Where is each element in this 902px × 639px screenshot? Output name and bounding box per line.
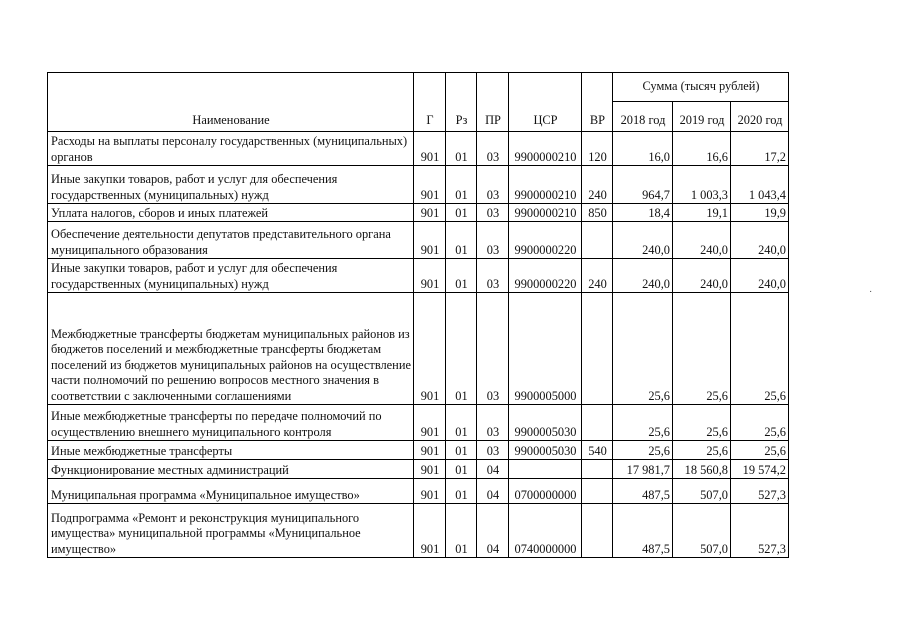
cell-csr: 0700000000 xyxy=(509,479,582,504)
cell-pr: 04 xyxy=(477,460,509,479)
cell-pr: 03 xyxy=(477,166,509,204)
cell-csr: 0740000000 xyxy=(509,504,582,558)
cell-name: Межбюджетные трансферты бюджетам муниципальных районов из бюджетов поселений и межбюджетные трансферты бюджетам поселений из бюджетов муниципальных районов на осуществление части полномочий по решению вопросов местного значения в соответствии с заключенными соглашениями xyxy=(48,293,414,405)
cell-name: Иные закупки товаров, работ и услуг для обеспечения государственных (муниципальных) нужд xyxy=(48,259,414,293)
cell-rz: 01 xyxy=(446,405,477,441)
cell-g: 901 xyxy=(414,405,446,441)
table-row xyxy=(48,460,789,479)
cell-rz: 01 xyxy=(446,504,477,558)
table-row xyxy=(48,259,789,293)
cell-2019: 240,0 xyxy=(673,222,731,259)
cell-2019: 1 003,3 xyxy=(673,166,731,204)
cell-g: 901 xyxy=(414,204,446,222)
cell-vr xyxy=(582,405,613,441)
cell-name: Иные межбюджетные трансферты по передаче полномочий по осуществлению внешнего муниципального контроля xyxy=(48,405,414,441)
table-row xyxy=(48,441,789,460)
cell-pr: 03 xyxy=(477,204,509,222)
cell-rz: 01 xyxy=(446,222,477,259)
cell-name: Муниципальная программа «Муниципальное имущество» xyxy=(48,479,414,504)
cell-2018: 25,6 xyxy=(613,405,673,441)
cell-vr xyxy=(582,460,613,479)
cell-2020: 527,3 xyxy=(731,504,789,558)
cell-rz: 01 xyxy=(446,204,477,222)
cell-2019: 240,0 xyxy=(673,259,731,293)
cell-2018: 25,6 xyxy=(613,293,673,405)
cell-vr: 540 xyxy=(582,441,613,460)
cell-csr: 9900005030 xyxy=(509,405,582,441)
cell-2020: 1 043,4 xyxy=(731,166,789,204)
header-2020: 2020 год xyxy=(731,102,789,132)
cell-rz: 01 xyxy=(446,293,477,405)
cell-csr: 9900000210 xyxy=(509,166,582,204)
cell-csr xyxy=(509,460,582,479)
header-2018: 2018 год xyxy=(613,102,673,132)
cell-name: Уплата налогов, сборов и иных платежей xyxy=(48,204,414,222)
cell-2020: 19,9 xyxy=(731,204,789,222)
cell-vr xyxy=(582,222,613,259)
cell-csr: 9900005030 xyxy=(509,441,582,460)
table-row xyxy=(48,504,789,558)
cell-2019: 507,0 xyxy=(673,479,731,504)
table-row xyxy=(48,204,789,222)
cell-vr xyxy=(582,504,613,558)
cell-rz: 01 xyxy=(446,166,477,204)
table-row xyxy=(48,405,789,441)
cell-g: 901 xyxy=(414,460,446,479)
cell-2018: 240,0 xyxy=(613,222,673,259)
cell-rz: 01 xyxy=(446,460,477,479)
cell-g: 901 xyxy=(414,293,446,405)
cell-g: 901 xyxy=(414,504,446,558)
cell-name: Иные межбюджетные трансферты xyxy=(48,441,414,460)
cell-2020: 25,6 xyxy=(731,405,789,441)
cell-g: 901 xyxy=(414,132,446,166)
header-csr: ЦСР xyxy=(509,73,582,132)
header-sum: Сумма (тысяч рублей) xyxy=(613,73,789,102)
cell-pr: 04 xyxy=(477,504,509,558)
cell-2018: 487,5 xyxy=(613,479,673,504)
header-pr: ПР xyxy=(477,73,509,132)
cell-2020: 240,0 xyxy=(731,259,789,293)
table-row xyxy=(48,293,789,405)
cell-2019: 25,6 xyxy=(673,405,731,441)
cell-2019: 507,0 xyxy=(673,504,731,558)
cell-vr xyxy=(582,293,613,405)
cell-2020: 240,0 xyxy=(731,222,789,259)
cell-vr: 120 xyxy=(582,132,613,166)
cell-2018: 18,4 xyxy=(613,204,673,222)
cell-rz: 01 xyxy=(446,259,477,293)
cell-rz: 01 xyxy=(446,132,477,166)
cell-2020: 19 574,2 xyxy=(731,460,789,479)
cell-rz: 01 xyxy=(446,441,477,460)
cell-2018: 487,5 xyxy=(613,504,673,558)
cell-2018: 16,0 xyxy=(613,132,673,166)
cell-csr: 9900000210 xyxy=(509,132,582,166)
cell-vr: 240 xyxy=(582,166,613,204)
cell-2018: 240,0 xyxy=(613,259,673,293)
table-body xyxy=(48,132,789,558)
cell-csr: 9900005000 xyxy=(509,293,582,405)
cell-name: Подпрограмма «Ремонт и реконструкция муниципального имущества» муниципальной программы «Муниципальное имущество» xyxy=(48,504,414,558)
cell-pr: 03 xyxy=(477,132,509,166)
cell-csr: 9900000220 xyxy=(509,259,582,293)
cell-name: Расходы на выплаты персоналу государственных (муниципальных) органов xyxy=(48,132,414,166)
cell-2020: 25,6 xyxy=(731,441,789,460)
cell-2020: 25,6 xyxy=(731,293,789,405)
table-row xyxy=(48,166,789,204)
cell-2019: 16,6 xyxy=(673,132,731,166)
cell-g: 901 xyxy=(414,479,446,504)
cell-pr: 03 xyxy=(477,293,509,405)
cell-rz: 01 xyxy=(446,479,477,504)
cell-g: 901 xyxy=(414,441,446,460)
cell-g: 901 xyxy=(414,259,446,293)
cell-2019: 25,6 xyxy=(673,441,731,460)
cell-g: 901 xyxy=(414,166,446,204)
cell-2018: 25,6 xyxy=(613,441,673,460)
header-vr: ВР xyxy=(582,73,613,132)
header-g: Г xyxy=(414,73,446,132)
cell-2019: 25,6 xyxy=(673,293,731,405)
cell-2018: 964,7 xyxy=(613,166,673,204)
cell-pr: 03 xyxy=(477,222,509,259)
cell-csr: 9900000220 xyxy=(509,222,582,259)
table-header xyxy=(48,73,789,132)
header-2019: 2019 год xyxy=(673,102,731,132)
cell-vr: 240 xyxy=(582,259,613,293)
cell-name: Функционирование местных администраций xyxy=(48,460,414,479)
cell-csr: 9900000210 xyxy=(509,204,582,222)
cell-2018: 17 981,7 xyxy=(613,460,673,479)
cell-2019: 18 560,8 xyxy=(673,460,731,479)
cell-pr: 03 xyxy=(477,441,509,460)
cell-g: 901 xyxy=(414,222,446,259)
cell-name: Обеспечение деятельности депутатов представительного органа муниципального образования xyxy=(48,222,414,259)
cell-pr: 03 xyxy=(477,259,509,293)
cell-pr: 04 xyxy=(477,479,509,504)
cell-2020: 17,2 xyxy=(731,132,789,166)
header-name: Наименование xyxy=(48,73,414,132)
cell-name: Иные закупки товаров, работ и услуг для обеспечения государственных (муниципальных) нужд xyxy=(48,166,414,204)
page-mark: · xyxy=(869,286,873,297)
cell-vr xyxy=(582,479,613,504)
table-row xyxy=(48,222,789,259)
cell-pr: 03 xyxy=(477,405,509,441)
cell-2019: 19,1 xyxy=(673,204,731,222)
table-row xyxy=(48,479,789,504)
table-row xyxy=(48,132,789,166)
cell-vr: 850 xyxy=(582,204,613,222)
cell-2020: 527,3 xyxy=(731,479,789,504)
budget-table xyxy=(47,72,789,558)
header-rz: Рз xyxy=(446,73,477,132)
